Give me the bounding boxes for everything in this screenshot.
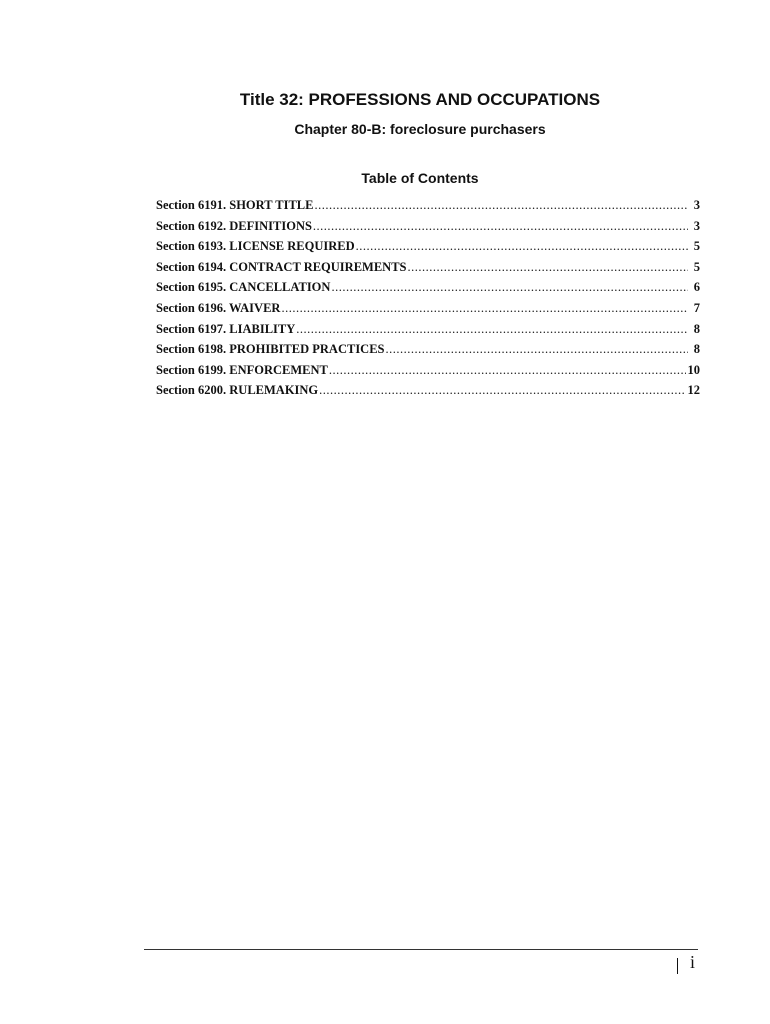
toc-entry-label[interactable]: Section 6196. WAIVER — [156, 300, 281, 315]
toc-heading: Table of Contents — [361, 170, 479, 186]
chapter-heading: Chapter 80-B: foreclosure purchasers — [294, 121, 546, 137]
dot-leader — [356, 236, 688, 257]
toc-entry[interactable] — [156, 319, 700, 340]
toc-entry-page[interactable]: 5 — [693, 239, 700, 254]
toc-entry[interactable] — [156, 257, 700, 278]
toc-entry-label[interactable]: Section 6195. CANCELLATION — [156, 280, 331, 295]
document-title: Title 32: PROFESSIONS AND OCCUPATIONS — [239, 90, 601, 109]
toc-entry-page[interactable]: 5 — [693, 259, 700, 274]
toc-entry-page[interactable]: 8 — [693, 321, 700, 336]
toc-entry-page[interactable]: 7 — [693, 300, 700, 315]
toc-entry[interactable] — [156, 339, 700, 360]
table-of-contents — [156, 195, 700, 401]
dot-leader — [313, 216, 688, 237]
dot-leader — [281, 298, 688, 319]
toc-entry-label[interactable]: Section 6191. SHORT TITLE — [156, 198, 314, 212]
toc-entry-label[interactable]: Section 6194. CONTRACT REQUIREMENTS — [156, 259, 407, 274]
footer-page-number: i — [690, 952, 696, 972]
toc-entry-label[interactable]: Section 6197. LIABILITY — [156, 321, 296, 336]
dot-leader — [296, 319, 688, 340]
toc-entry-page[interactable]: 8 — [693, 342, 700, 357]
toc-entry[interactable] — [156, 298, 700, 319]
dot-leader — [408, 257, 689, 278]
toc-entry-label[interactable]: Section 6200. RULEMAKING — [156, 383, 319, 398]
dot-leader — [314, 195, 688, 216]
toc-entry[interactable] — [156, 216, 700, 237]
footer-divider — [144, 949, 698, 950]
toc-entry[interactable] — [156, 360, 700, 381]
dot-leader — [386, 339, 689, 360]
toc-entry-label[interactable]: Section 6199. ENFORCEMENT — [156, 362, 328, 377]
dot-leader — [331, 277, 688, 298]
toc-entry-page[interactable]: 10 — [687, 362, 700, 377]
toc-entry-page[interactable]: 3 — [693, 218, 700, 233]
toc-entry-label[interactable]: Section 6193. LICENSE REQUIRED — [156, 239, 355, 254]
toc-entry-label[interactable]: Section 6198. PROHIBITED PRACTICES — [156, 342, 385, 357]
toc-entry[interactable] — [156, 236, 700, 257]
toc-entry[interactable] — [156, 277, 700, 298]
toc-entry-page[interactable]: 6 — [693, 280, 700, 295]
dot-leader — [329, 360, 686, 381]
dot-leader — [319, 380, 685, 401]
toc-entry-page[interactable]: 3 — [693, 198, 700, 212]
toc-entry[interactable] — [156, 380, 700, 401]
toc-entry-page[interactable]: 12 — [687, 383, 700, 398]
footer-separator — [677, 958, 678, 974]
toc-entry-label[interactable]: Section 6192. DEFINITIONS — [156, 218, 312, 233]
toc-entry[interactable] — [156, 195, 700, 216]
